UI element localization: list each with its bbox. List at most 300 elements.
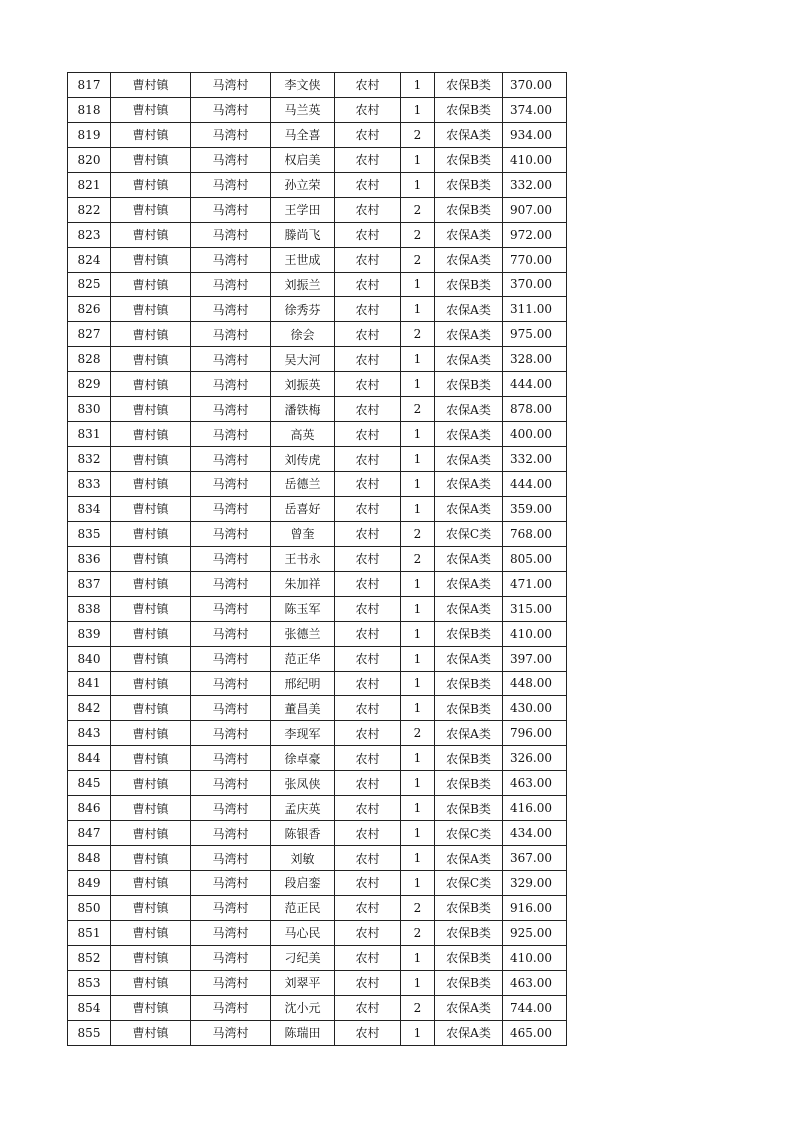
- table-row: [68, 945, 567, 970]
- category-cell: 农保A类: [435, 1020, 503, 1045]
- household-type-cell: 农村: [335, 1020, 401, 1045]
- category-cell: 农保A类: [435, 447, 503, 472]
- row-number-cell: 823: [68, 222, 111, 247]
- village-cell: 马湾村: [191, 1020, 271, 1045]
- town-cell: 曹村镇: [111, 472, 191, 497]
- name-cell: 高英: [271, 422, 335, 447]
- table-row: [68, 895, 567, 920]
- name-cell: 陈银香: [271, 821, 335, 846]
- village-cell: 马湾村: [191, 796, 271, 821]
- amount-cell: 434.00: [503, 821, 567, 846]
- amount-cell: 311.00: [503, 297, 567, 322]
- village-cell: 马湾村: [191, 696, 271, 721]
- persons-cell: 1: [401, 422, 435, 447]
- household-type-cell: 农村: [335, 172, 401, 197]
- persons-cell: 1: [401, 1020, 435, 1045]
- village-cell: 马湾村: [191, 197, 271, 222]
- category-cell: 农保A类: [435, 247, 503, 272]
- name-cell: 孟庆英: [271, 796, 335, 821]
- name-cell: 吴大河: [271, 347, 335, 372]
- category-cell: 农保A类: [435, 596, 503, 621]
- persons-cell: 1: [401, 796, 435, 821]
- row-number-cell: 828: [68, 347, 111, 372]
- village-cell: 马湾村: [191, 821, 271, 846]
- table-row: [68, 571, 567, 596]
- category-cell: 农保A类: [435, 397, 503, 422]
- table-row: [68, 871, 567, 896]
- household-type-cell: 农村: [335, 397, 401, 422]
- table-row: [68, 472, 567, 497]
- name-cell: 马全喜: [271, 122, 335, 147]
- household-type-cell: 农村: [335, 596, 401, 621]
- town-cell: 曹村镇: [111, 297, 191, 322]
- household-type-cell: 农村: [335, 721, 401, 746]
- household-type-cell: 农村: [335, 472, 401, 497]
- allowance-table: [67, 72, 567, 1046]
- village-cell: 马湾村: [191, 97, 271, 122]
- household-type-cell: 农村: [335, 846, 401, 871]
- village-cell: 马湾村: [191, 995, 271, 1020]
- village-cell: 马湾村: [191, 546, 271, 571]
- persons-cell: 1: [401, 147, 435, 172]
- amount-cell: 805.00: [503, 546, 567, 571]
- persons-cell: 2: [401, 995, 435, 1020]
- table-row: [68, 496, 567, 521]
- village-cell: 马湾村: [191, 73, 271, 98]
- name-cell: 朱加祥: [271, 571, 335, 596]
- persons-cell: 1: [401, 821, 435, 846]
- amount-cell: 925.00: [503, 920, 567, 945]
- persons-cell: 1: [401, 73, 435, 98]
- row-number-cell: 850: [68, 895, 111, 920]
- name-cell: 马兰英: [271, 97, 335, 122]
- row-number-cell: 844: [68, 746, 111, 771]
- village-cell: 马湾村: [191, 721, 271, 746]
- village-cell: 马湾村: [191, 521, 271, 546]
- household-type-cell: 农村: [335, 372, 401, 397]
- category-cell: 农保A类: [435, 571, 503, 596]
- amount-cell: 328.00: [503, 347, 567, 372]
- village-cell: 马湾村: [191, 571, 271, 596]
- town-cell: 曹村镇: [111, 447, 191, 472]
- row-number-cell: 849: [68, 871, 111, 896]
- amount-cell: 463.00: [503, 771, 567, 796]
- town-cell: 曹村镇: [111, 73, 191, 98]
- town-cell: 曹村镇: [111, 920, 191, 945]
- household-type-cell: 农村: [335, 521, 401, 546]
- village-cell: 马湾村: [191, 846, 271, 871]
- category-cell: 农保A类: [435, 995, 503, 1020]
- persons-cell: 1: [401, 746, 435, 771]
- household-type-cell: 农村: [335, 247, 401, 272]
- town-cell: 曹村镇: [111, 197, 191, 222]
- amount-cell: 916.00: [503, 895, 567, 920]
- table-row: [68, 1020, 567, 1045]
- table-row: [68, 596, 567, 621]
- town-cell: 曹村镇: [111, 222, 191, 247]
- persons-cell: 1: [401, 871, 435, 896]
- category-cell: 农保B类: [435, 147, 503, 172]
- table-row: [68, 671, 567, 696]
- row-number-cell: 827: [68, 322, 111, 347]
- persons-cell: 2: [401, 247, 435, 272]
- persons-cell: 2: [401, 122, 435, 147]
- household-type-cell: 农村: [335, 871, 401, 896]
- table-row: [68, 521, 567, 546]
- name-cell: 刁纪美: [271, 945, 335, 970]
- town-cell: 曹村镇: [111, 272, 191, 297]
- town-cell: 曹村镇: [111, 970, 191, 995]
- name-cell: 范正民: [271, 895, 335, 920]
- household-type-cell: 农村: [335, 73, 401, 98]
- town-cell: 曹村镇: [111, 796, 191, 821]
- village-cell: 马湾村: [191, 621, 271, 646]
- amount-cell: 934.00: [503, 122, 567, 147]
- row-number-cell: 819: [68, 122, 111, 147]
- amount-cell: 448.00: [503, 671, 567, 696]
- household-type-cell: 农村: [335, 895, 401, 920]
- persons-cell: 1: [401, 771, 435, 796]
- town-cell: 曹村镇: [111, 496, 191, 521]
- category-cell: 农保B类: [435, 920, 503, 945]
- name-cell: 潘铁梅: [271, 397, 335, 422]
- amount-cell: 359.00: [503, 496, 567, 521]
- village-cell: 马湾村: [191, 746, 271, 771]
- town-cell: 曹村镇: [111, 821, 191, 846]
- persons-cell: 1: [401, 347, 435, 372]
- row-number-cell: 851: [68, 920, 111, 945]
- town-cell: 曹村镇: [111, 347, 191, 372]
- persons-cell: 2: [401, 521, 435, 546]
- household-type-cell: 农村: [335, 920, 401, 945]
- amount-cell: 471.00: [503, 571, 567, 596]
- town-cell: 曹村镇: [111, 721, 191, 746]
- row-number-cell: 820: [68, 147, 111, 172]
- village-cell: 马湾村: [191, 646, 271, 671]
- town-cell: 曹村镇: [111, 422, 191, 447]
- village-cell: 马湾村: [191, 920, 271, 945]
- name-cell: 孙立荣: [271, 172, 335, 197]
- village-cell: 马湾村: [191, 895, 271, 920]
- village-cell: 马湾村: [191, 447, 271, 472]
- household-type-cell: 农村: [335, 272, 401, 297]
- row-number-cell: 841: [68, 671, 111, 696]
- row-number-cell: 842: [68, 696, 111, 721]
- name-cell: 刘振英: [271, 372, 335, 397]
- table-row: [68, 920, 567, 945]
- category-cell: 农保B类: [435, 272, 503, 297]
- name-cell: 岳喜好: [271, 496, 335, 521]
- persons-cell: 2: [401, 322, 435, 347]
- row-number-cell: 824: [68, 247, 111, 272]
- row-number-cell: 840: [68, 646, 111, 671]
- household-type-cell: 农村: [335, 621, 401, 646]
- household-type-cell: 农村: [335, 696, 401, 721]
- name-cell: 徐会: [271, 322, 335, 347]
- town-cell: 曹村镇: [111, 671, 191, 696]
- persons-cell: 1: [401, 846, 435, 871]
- persons-cell: 1: [401, 970, 435, 995]
- village-cell: 马湾村: [191, 397, 271, 422]
- table-row: [68, 995, 567, 1020]
- town-cell: 曹村镇: [111, 546, 191, 571]
- persons-cell: 2: [401, 222, 435, 247]
- town-cell: 曹村镇: [111, 871, 191, 896]
- name-cell: 陈瑞田: [271, 1020, 335, 1045]
- row-number-cell: 825: [68, 272, 111, 297]
- row-number-cell: 852: [68, 945, 111, 970]
- amount-cell: 430.00: [503, 696, 567, 721]
- village-cell: 马湾村: [191, 272, 271, 297]
- town-cell: 曹村镇: [111, 846, 191, 871]
- category-cell: 农保B类: [435, 97, 503, 122]
- town-cell: 曹村镇: [111, 322, 191, 347]
- name-cell: 段启銮: [271, 871, 335, 896]
- persons-cell: 1: [401, 372, 435, 397]
- category-cell: 农保A类: [435, 322, 503, 347]
- row-number-cell: 853: [68, 970, 111, 995]
- category-cell: 农保A类: [435, 646, 503, 671]
- town-cell: 曹村镇: [111, 571, 191, 596]
- name-cell: 张凤侠: [271, 771, 335, 796]
- persons-cell: 1: [401, 97, 435, 122]
- household-type-cell: 农村: [335, 147, 401, 172]
- amount-cell: 332.00: [503, 172, 567, 197]
- amount-cell: 463.00: [503, 970, 567, 995]
- category-cell: 农保B类: [435, 671, 503, 696]
- household-type-cell: 农村: [335, 422, 401, 447]
- village-cell: 马湾村: [191, 222, 271, 247]
- table-body: [68, 73, 567, 1046]
- row-number-cell: 846: [68, 796, 111, 821]
- table-row: [68, 372, 567, 397]
- category-cell: 农保B类: [435, 746, 503, 771]
- persons-cell: 1: [401, 696, 435, 721]
- table-row: [68, 821, 567, 846]
- household-type-cell: 农村: [335, 122, 401, 147]
- amount-cell: 770.00: [503, 247, 567, 272]
- name-cell: 滕尚飞: [271, 222, 335, 247]
- village-cell: 马湾村: [191, 871, 271, 896]
- name-cell: 刘敏: [271, 846, 335, 871]
- table-row: [68, 347, 567, 372]
- persons-cell: 1: [401, 621, 435, 646]
- household-type-cell: 农村: [335, 995, 401, 1020]
- name-cell: 马心民: [271, 920, 335, 945]
- household-type-cell: 农村: [335, 496, 401, 521]
- village-cell: 马湾村: [191, 771, 271, 796]
- town-cell: 曹村镇: [111, 521, 191, 546]
- amount-cell: 796.00: [503, 721, 567, 746]
- row-number-cell: 848: [68, 846, 111, 871]
- table-row: [68, 621, 567, 646]
- amount-cell: 367.00: [503, 846, 567, 871]
- row-number-cell: 833: [68, 472, 111, 497]
- amount-cell: 768.00: [503, 521, 567, 546]
- village-cell: 马湾村: [191, 147, 271, 172]
- table-row: [68, 73, 567, 98]
- table-row: [68, 147, 567, 172]
- village-cell: 马湾村: [191, 122, 271, 147]
- category-cell: 农保C类: [435, 521, 503, 546]
- amount-cell: 410.00: [503, 147, 567, 172]
- town-cell: 曹村镇: [111, 247, 191, 272]
- name-cell: 沈小元: [271, 995, 335, 1020]
- row-number-cell: 843: [68, 721, 111, 746]
- persons-cell: 2: [401, 197, 435, 222]
- category-cell: 农保A类: [435, 297, 503, 322]
- row-number-cell: 821: [68, 172, 111, 197]
- row-number-cell: 837: [68, 571, 111, 596]
- category-cell: 农保A类: [435, 422, 503, 447]
- persons-cell: 2: [401, 397, 435, 422]
- household-type-cell: 农村: [335, 347, 401, 372]
- persons-cell: 1: [401, 172, 435, 197]
- row-number-cell: 829: [68, 372, 111, 397]
- name-cell: 徐秀芬: [271, 297, 335, 322]
- table-row: [68, 397, 567, 422]
- amount-cell: 397.00: [503, 646, 567, 671]
- name-cell: 邢纪明: [271, 671, 335, 696]
- town-cell: 曹村镇: [111, 147, 191, 172]
- town-cell: 曹村镇: [111, 372, 191, 397]
- category-cell: 农保B类: [435, 945, 503, 970]
- amount-cell: 444.00: [503, 472, 567, 497]
- household-type-cell: 农村: [335, 97, 401, 122]
- amount-cell: 410.00: [503, 945, 567, 970]
- category-cell: 农保B类: [435, 172, 503, 197]
- household-type-cell: 农村: [335, 671, 401, 696]
- village-cell: 马湾村: [191, 472, 271, 497]
- amount-cell: 374.00: [503, 97, 567, 122]
- town-cell: 曹村镇: [111, 621, 191, 646]
- persons-cell: 1: [401, 472, 435, 497]
- table-row: [68, 546, 567, 571]
- household-type-cell: 农村: [335, 447, 401, 472]
- village-cell: 马湾村: [191, 596, 271, 621]
- amount-cell: 416.00: [503, 796, 567, 821]
- category-cell: 农保A类: [435, 546, 503, 571]
- category-cell: 农保C类: [435, 871, 503, 896]
- name-cell: 刘传虎: [271, 447, 335, 472]
- name-cell: 李文侠: [271, 73, 335, 98]
- category-cell: 农保A类: [435, 122, 503, 147]
- row-number-cell: 830: [68, 397, 111, 422]
- name-cell: 张德兰: [271, 621, 335, 646]
- row-number-cell: 834: [68, 496, 111, 521]
- town-cell: 曹村镇: [111, 97, 191, 122]
- category-cell: 农保B类: [435, 73, 503, 98]
- name-cell: 董昌美: [271, 696, 335, 721]
- row-number-cell: 832: [68, 447, 111, 472]
- amount-cell: 326.00: [503, 746, 567, 771]
- town-cell: 曹村镇: [111, 646, 191, 671]
- row-number-cell: 839: [68, 621, 111, 646]
- persons-cell: 2: [401, 920, 435, 945]
- table-row: [68, 222, 567, 247]
- name-cell: 王书永: [271, 546, 335, 571]
- persons-cell: 1: [401, 596, 435, 621]
- table-row: [68, 247, 567, 272]
- amount-cell: 410.00: [503, 621, 567, 646]
- row-number-cell: 838: [68, 596, 111, 621]
- table-row: [68, 297, 567, 322]
- persons-cell: 2: [401, 546, 435, 571]
- amount-cell: 975.00: [503, 322, 567, 347]
- table-row: [68, 970, 567, 995]
- amount-cell: 370.00: [503, 272, 567, 297]
- row-number-cell: 831: [68, 422, 111, 447]
- town-cell: 曹村镇: [111, 945, 191, 970]
- amount-cell: 444.00: [503, 372, 567, 397]
- amount-cell: 370.00: [503, 73, 567, 98]
- table-row: [68, 197, 567, 222]
- persons-cell: 1: [401, 646, 435, 671]
- village-cell: 马湾村: [191, 172, 271, 197]
- row-number-cell: 817: [68, 73, 111, 98]
- town-cell: 曹村镇: [111, 596, 191, 621]
- persons-cell: 2: [401, 895, 435, 920]
- category-cell: 农保B类: [435, 970, 503, 995]
- household-type-cell: 农村: [335, 771, 401, 796]
- table-row: [68, 322, 567, 347]
- table-row: [68, 846, 567, 871]
- village-cell: 马湾村: [191, 671, 271, 696]
- amount-cell: 332.00: [503, 447, 567, 472]
- town-cell: 曹村镇: [111, 895, 191, 920]
- table-row: [68, 771, 567, 796]
- amount-cell: 400.00: [503, 422, 567, 447]
- household-type-cell: 农村: [335, 571, 401, 596]
- category-cell: 农保A类: [435, 846, 503, 871]
- persons-cell: 1: [401, 496, 435, 521]
- table-row: [68, 272, 567, 297]
- name-cell: 李现军: [271, 721, 335, 746]
- name-cell: 权启美: [271, 147, 335, 172]
- table-row: [68, 696, 567, 721]
- village-cell: 马湾村: [191, 970, 271, 995]
- table-row: [68, 172, 567, 197]
- persons-cell: 1: [401, 945, 435, 970]
- town-cell: 曹村镇: [111, 771, 191, 796]
- amount-cell: 972.00: [503, 222, 567, 247]
- category-cell: 农保B类: [435, 372, 503, 397]
- household-type-cell: 农村: [335, 546, 401, 571]
- amount-cell: 465.00: [503, 1020, 567, 1045]
- household-type-cell: 农村: [335, 297, 401, 322]
- village-cell: 马湾村: [191, 347, 271, 372]
- household-type-cell: 农村: [335, 197, 401, 222]
- table-row: [68, 721, 567, 746]
- amount-cell: 329.00: [503, 871, 567, 896]
- category-cell: 农保B类: [435, 621, 503, 646]
- household-type-cell: 农村: [335, 222, 401, 247]
- village-cell: 马湾村: [191, 322, 271, 347]
- row-number-cell: 854: [68, 995, 111, 1020]
- name-cell: 岳德兰: [271, 472, 335, 497]
- row-number-cell: 836: [68, 546, 111, 571]
- row-number-cell: 826: [68, 297, 111, 322]
- table-row: [68, 422, 567, 447]
- name-cell: 刘振兰: [271, 272, 335, 297]
- category-cell: 农保A类: [435, 472, 503, 497]
- persons-cell: 1: [401, 671, 435, 696]
- row-number-cell: 855: [68, 1020, 111, 1045]
- town-cell: 曹村镇: [111, 746, 191, 771]
- household-type-cell: 农村: [335, 646, 401, 671]
- category-cell: 农保C类: [435, 821, 503, 846]
- row-number-cell: 822: [68, 197, 111, 222]
